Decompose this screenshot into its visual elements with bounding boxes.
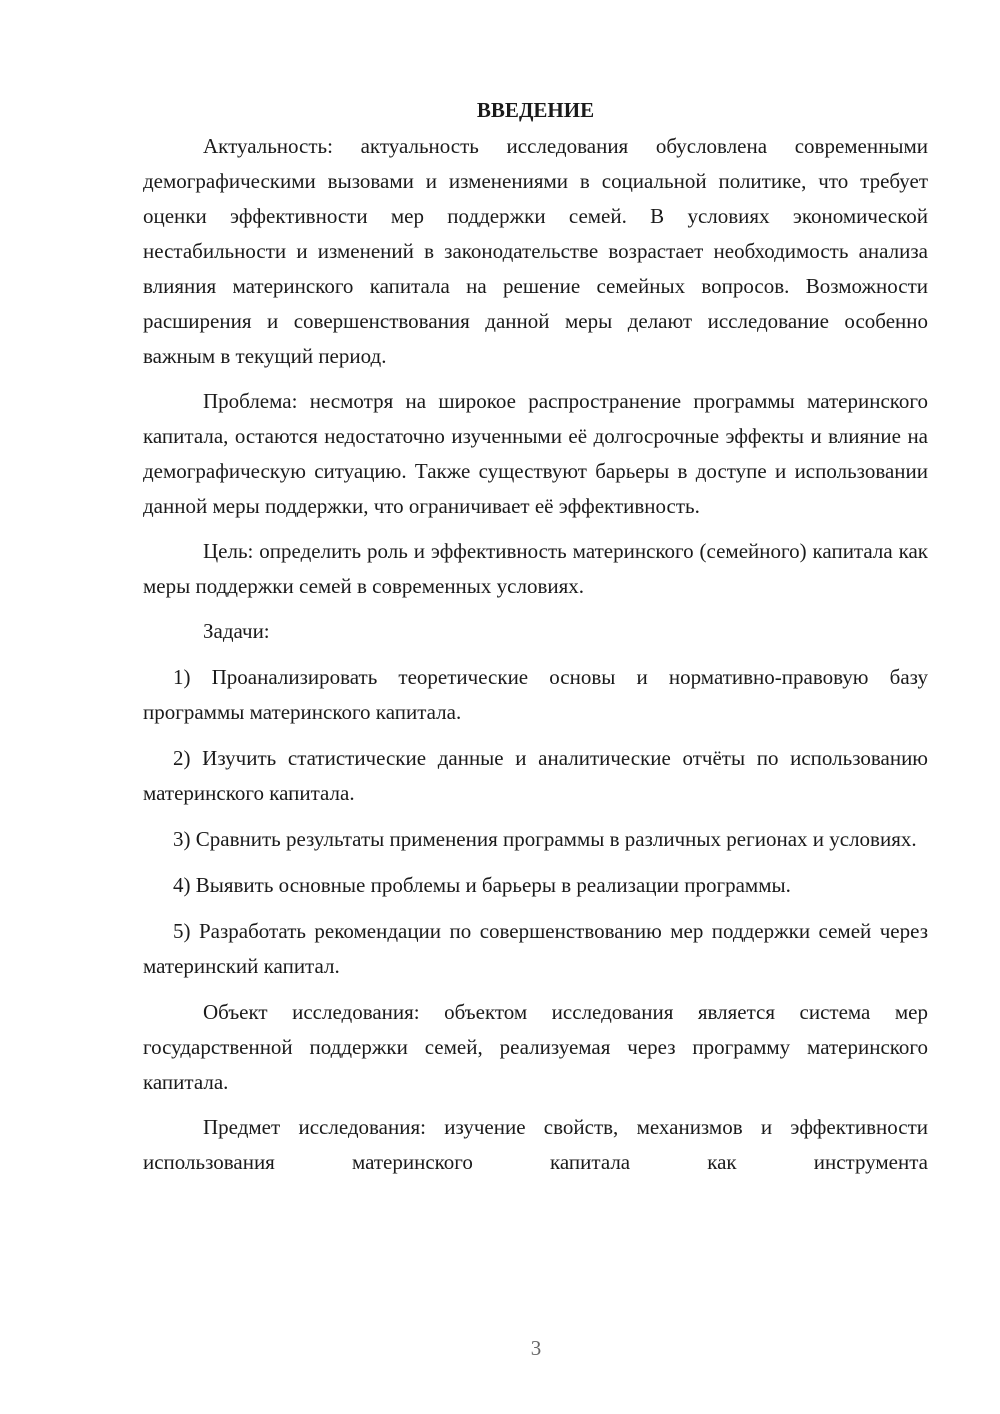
task-item-3: 3) Сравнить результаты применения программы в различных регионах и условиях. bbox=[173, 827, 917, 851]
problem-paragraph: Проблема: несмотря на широкое распространение программы материнского капитала, остаются недостаточно изученными её долгосрочные эффекты и влияние на демографическую ситуацию. Также существуют барьеры в доступе и использовании данной меры поддержки, что ограничивает её эффективность. bbox=[143, 389, 928, 518]
task-item-1: 1) Проанализировать теоретические основы и нормативно-правовую базу программы материнского капитала. bbox=[143, 665, 928, 724]
task-item-5: 5) Разработать рекомендации по совершенствованию мер поддержки семей через материнский капитал. bbox=[143, 919, 928, 978]
section-heading: ВВЕДЕНИЕ bbox=[476, 98, 595, 122]
subject-paragraph: Предмет исследования: изучение свойств, механизмов и эффективности использования материнского капитала как инструмента bbox=[143, 1115, 928, 1174]
goal-paragraph: Цель: определить роль и эффективность материнского (семейного) капитала как меры поддержки семей в современных условиях. bbox=[143, 539, 928, 598]
object-paragraph: Объект исследования: объектом исследования является система мер государственной поддержки семей, реализуемая через программу материнского капитала. bbox=[143, 1000, 928, 1094]
relevance-paragraph: Актуальность: актуальность исследования обусловлена современными демографическими вызовами и изменениями в социальной политике, что требует оценки эффективности мер поддержки семей. В условиях экономической нестабильности и изменений в законодательстве возрастает необходимость анализа влияния материнского капитала на решение семейных вопросов. Возможности расширения и совершенствования данной меры делают исследование особенно важным в текущий период. bbox=[143, 134, 928, 368]
task-item-4: 4) Выявить основные проблемы и барьеры в реализации программы. bbox=[173, 873, 791, 897]
page-number: 3 bbox=[530, 1336, 542, 1360]
tasks-label: Задачи: bbox=[203, 619, 270, 643]
task-item-2: 2) Изучить статистические данные и аналитические отчёты по использованию материнского капитала. bbox=[143, 746, 928, 805]
page-body bbox=[143, 93, 928, 1190]
